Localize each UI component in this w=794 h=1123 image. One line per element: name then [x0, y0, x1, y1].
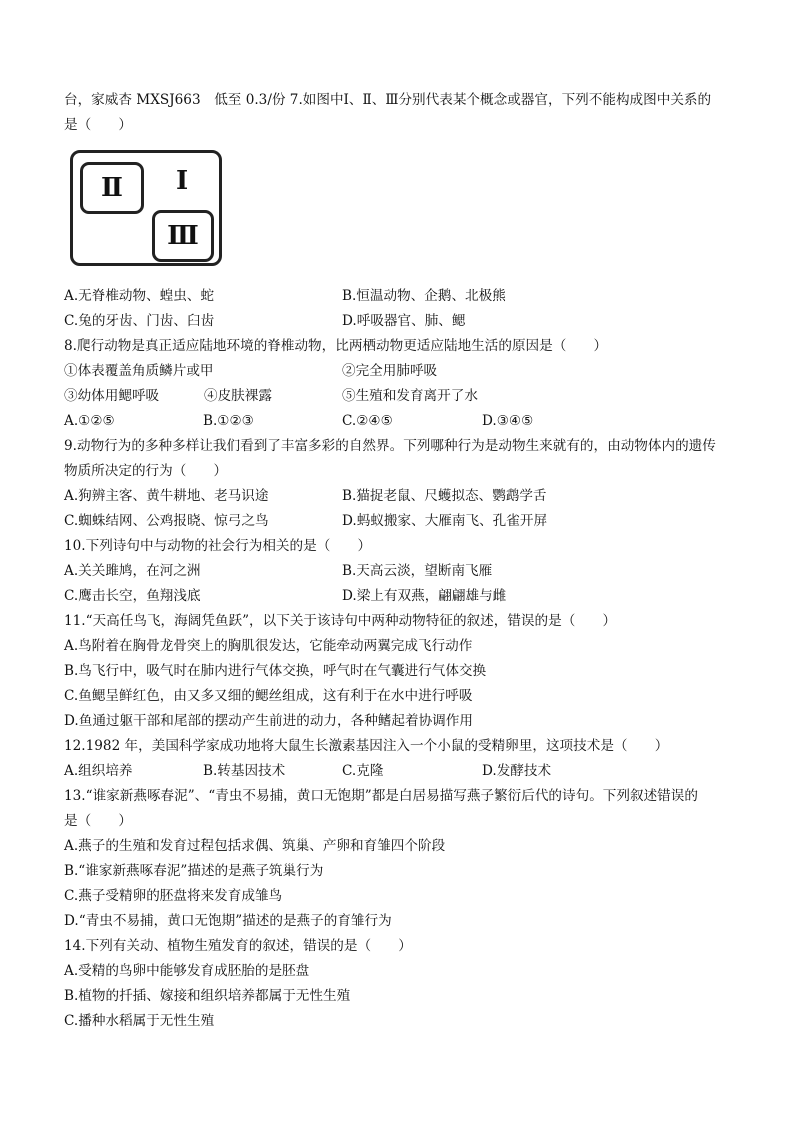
figure-box-3: Ⅲ — [152, 210, 214, 262]
q7-option-c: C.兔的牙齿、门齿、臼齿 — [64, 313, 215, 329]
q7-option-a: A.无脊椎动物、蝗虫、蛇 — [64, 288, 215, 304]
q7-stem-line2: 是（ ） — [64, 117, 132, 133]
q11-option-a: A.鸟附着在胸骨龙骨突上的胸肌很发达，它能牵动两翼完成飞行动作 — [64, 638, 473, 654]
q10-stem: 10.下列诗句中与动物的社会行为相关的是（ ） — [64, 538, 372, 554]
q7-option-b: B.恒温动物、企鹅、北极熊 — [342, 288, 506, 304]
q7-stem-line1: 台，家威杏 MXSJ663 低至 0.3/份 7.如图中Ⅰ、Ⅱ、Ⅲ分别代表某个概念或器官，下列不能构成图中关系的 — [64, 92, 712, 108]
q14-stem: 14.下列有关动、植物生殖发育的叙述，错误的是（ ） — [64, 938, 412, 954]
q8-option-c: C.②④⑤ — [342, 413, 393, 429]
q12-option-c: C.克隆 — [342, 763, 384, 779]
q13-option-a: A.燕子的生殖和发育过程包括求偶、筑巢、产卵和育雏四个阶段 — [64, 838, 446, 854]
q14-option-b: B.植物的扦插、嫁接和组织培养都属于无性生殖 — [64, 988, 351, 1004]
q9-stem-line1: 9.动物行为的多种多样让我们看到了丰富多彩的自然界。下列哪种行为是动物生来就有的，由动物体内的遗传 — [64, 438, 716, 454]
q11-stem: 11.“天高任鸟飞，海阔凭鱼跃”，以下关于该诗句中两种动物特征的叙述，错误的是（ ） — [64, 613, 617, 629]
q11-option-d: D.鱼通过躯干部和尾部的摆动产生前进的动力，各种鳍起着协调作用 — [64, 713, 473, 729]
q12-stem: 12.1982 年，美国科学家成功地将大鼠生长激素基因注入一个小鼠的受精卵里，这项技术是（ ） — [64, 738, 669, 754]
q8-option-b: B.①②③ — [203, 413, 254, 429]
q13-option-c: C.燕子受精卵的胚盘将来发育成雏鸟 — [64, 888, 283, 904]
q13-stem-line1: 13.“谁家新燕啄春泥”、“青虫不易捕，黄口无饱期”都是白居易描写燕子繁衍后代的诗句。下列叙述错误的 — [64, 788, 698, 804]
q10-option-c: C.鹰击长空，鱼翔浅底 — [64, 588, 201, 604]
q13-stem-line2: 是（ ） — [64, 813, 132, 829]
q8-item-5: ⑤生殖和发育离开了水 — [342, 388, 478, 404]
q8-item-1: ①体表覆盖角质鳞片或甲 — [64, 363, 214, 379]
q9-option-a: A.狗辨主客、黄牛耕地、老马识途 — [64, 488, 269, 504]
q12-option-a: A.组织培养 — [64, 763, 133, 779]
q9-stem-line2: 物质所决定的行为（ ） — [64, 463, 228, 479]
q8-item-2: ②完全用肺呼吸 — [342, 363, 438, 379]
figure-box-2: Ⅱ — [80, 162, 144, 214]
figure-label-1: Ⅰ — [176, 166, 189, 196]
q13-option-d: D.“青虫不易捕，黄口无饱期”描述的是燕子的育雏行为 — [64, 913, 392, 929]
q10-option-a: A.关关雎鸠，在河之洲 — [64, 563, 201, 579]
q9-option-c: C.蜘蛛结网、公鸡报晓、惊弓之鸟 — [64, 513, 269, 529]
q10-option-d: D.梁上有双燕，翩翩雄与雌 — [342, 588, 507, 604]
q12-option-d: D.发酵技术 — [482, 763, 552, 779]
q11-option-b: B.鸟飞行中，吸气时在肺内进行气体交换，呼气时在气囊进行气体交换 — [64, 663, 487, 679]
q9-option-d: D.蚂蚁搬家、大雁南飞、孔雀开屏 — [342, 513, 548, 529]
q10-option-b: B.天高云淡，望断南飞雁 — [342, 563, 493, 579]
q8-option-a: A.①②⑤ — [64, 413, 115, 429]
q13-option-b: B.“谁家新燕啄春泥”描述的是燕子筑巢行为 — [64, 863, 324, 879]
q14-option-a: A.受精的鸟卵中能够发育成胚胎的是胚盘 — [64, 963, 310, 979]
q8-stem: 8.爬行动物是真正适应陆地环境的脊椎动物，比两栖动物更适应陆地生活的原因是（ ） — [64, 338, 608, 354]
concept-relation-figure — [70, 150, 228, 272]
q14-option-c: C.播种水稻属于无性生殖 — [64, 1013, 215, 1029]
q8-option-d: D.③④⑤ — [482, 413, 534, 429]
q12-option-b: B.转基因技术 — [203, 763, 286, 779]
q8-item-4: ④皮肤裸露 — [204, 388, 272, 404]
q11-option-c: C.鱼鳃呈鲜红色，由又多又细的鳃丝组成，这有利于在水中进行呼吸 — [64, 688, 473, 704]
q9-option-b: B.猫捉老鼠、尺蠖拟态、鹦鹉学舌 — [342, 488, 547, 504]
q8-item-3: ③幼体用鳃呼吸 — [64, 388, 160, 404]
q7-option-d: D.呼吸器官、肺、鳃 — [342, 313, 466, 329]
